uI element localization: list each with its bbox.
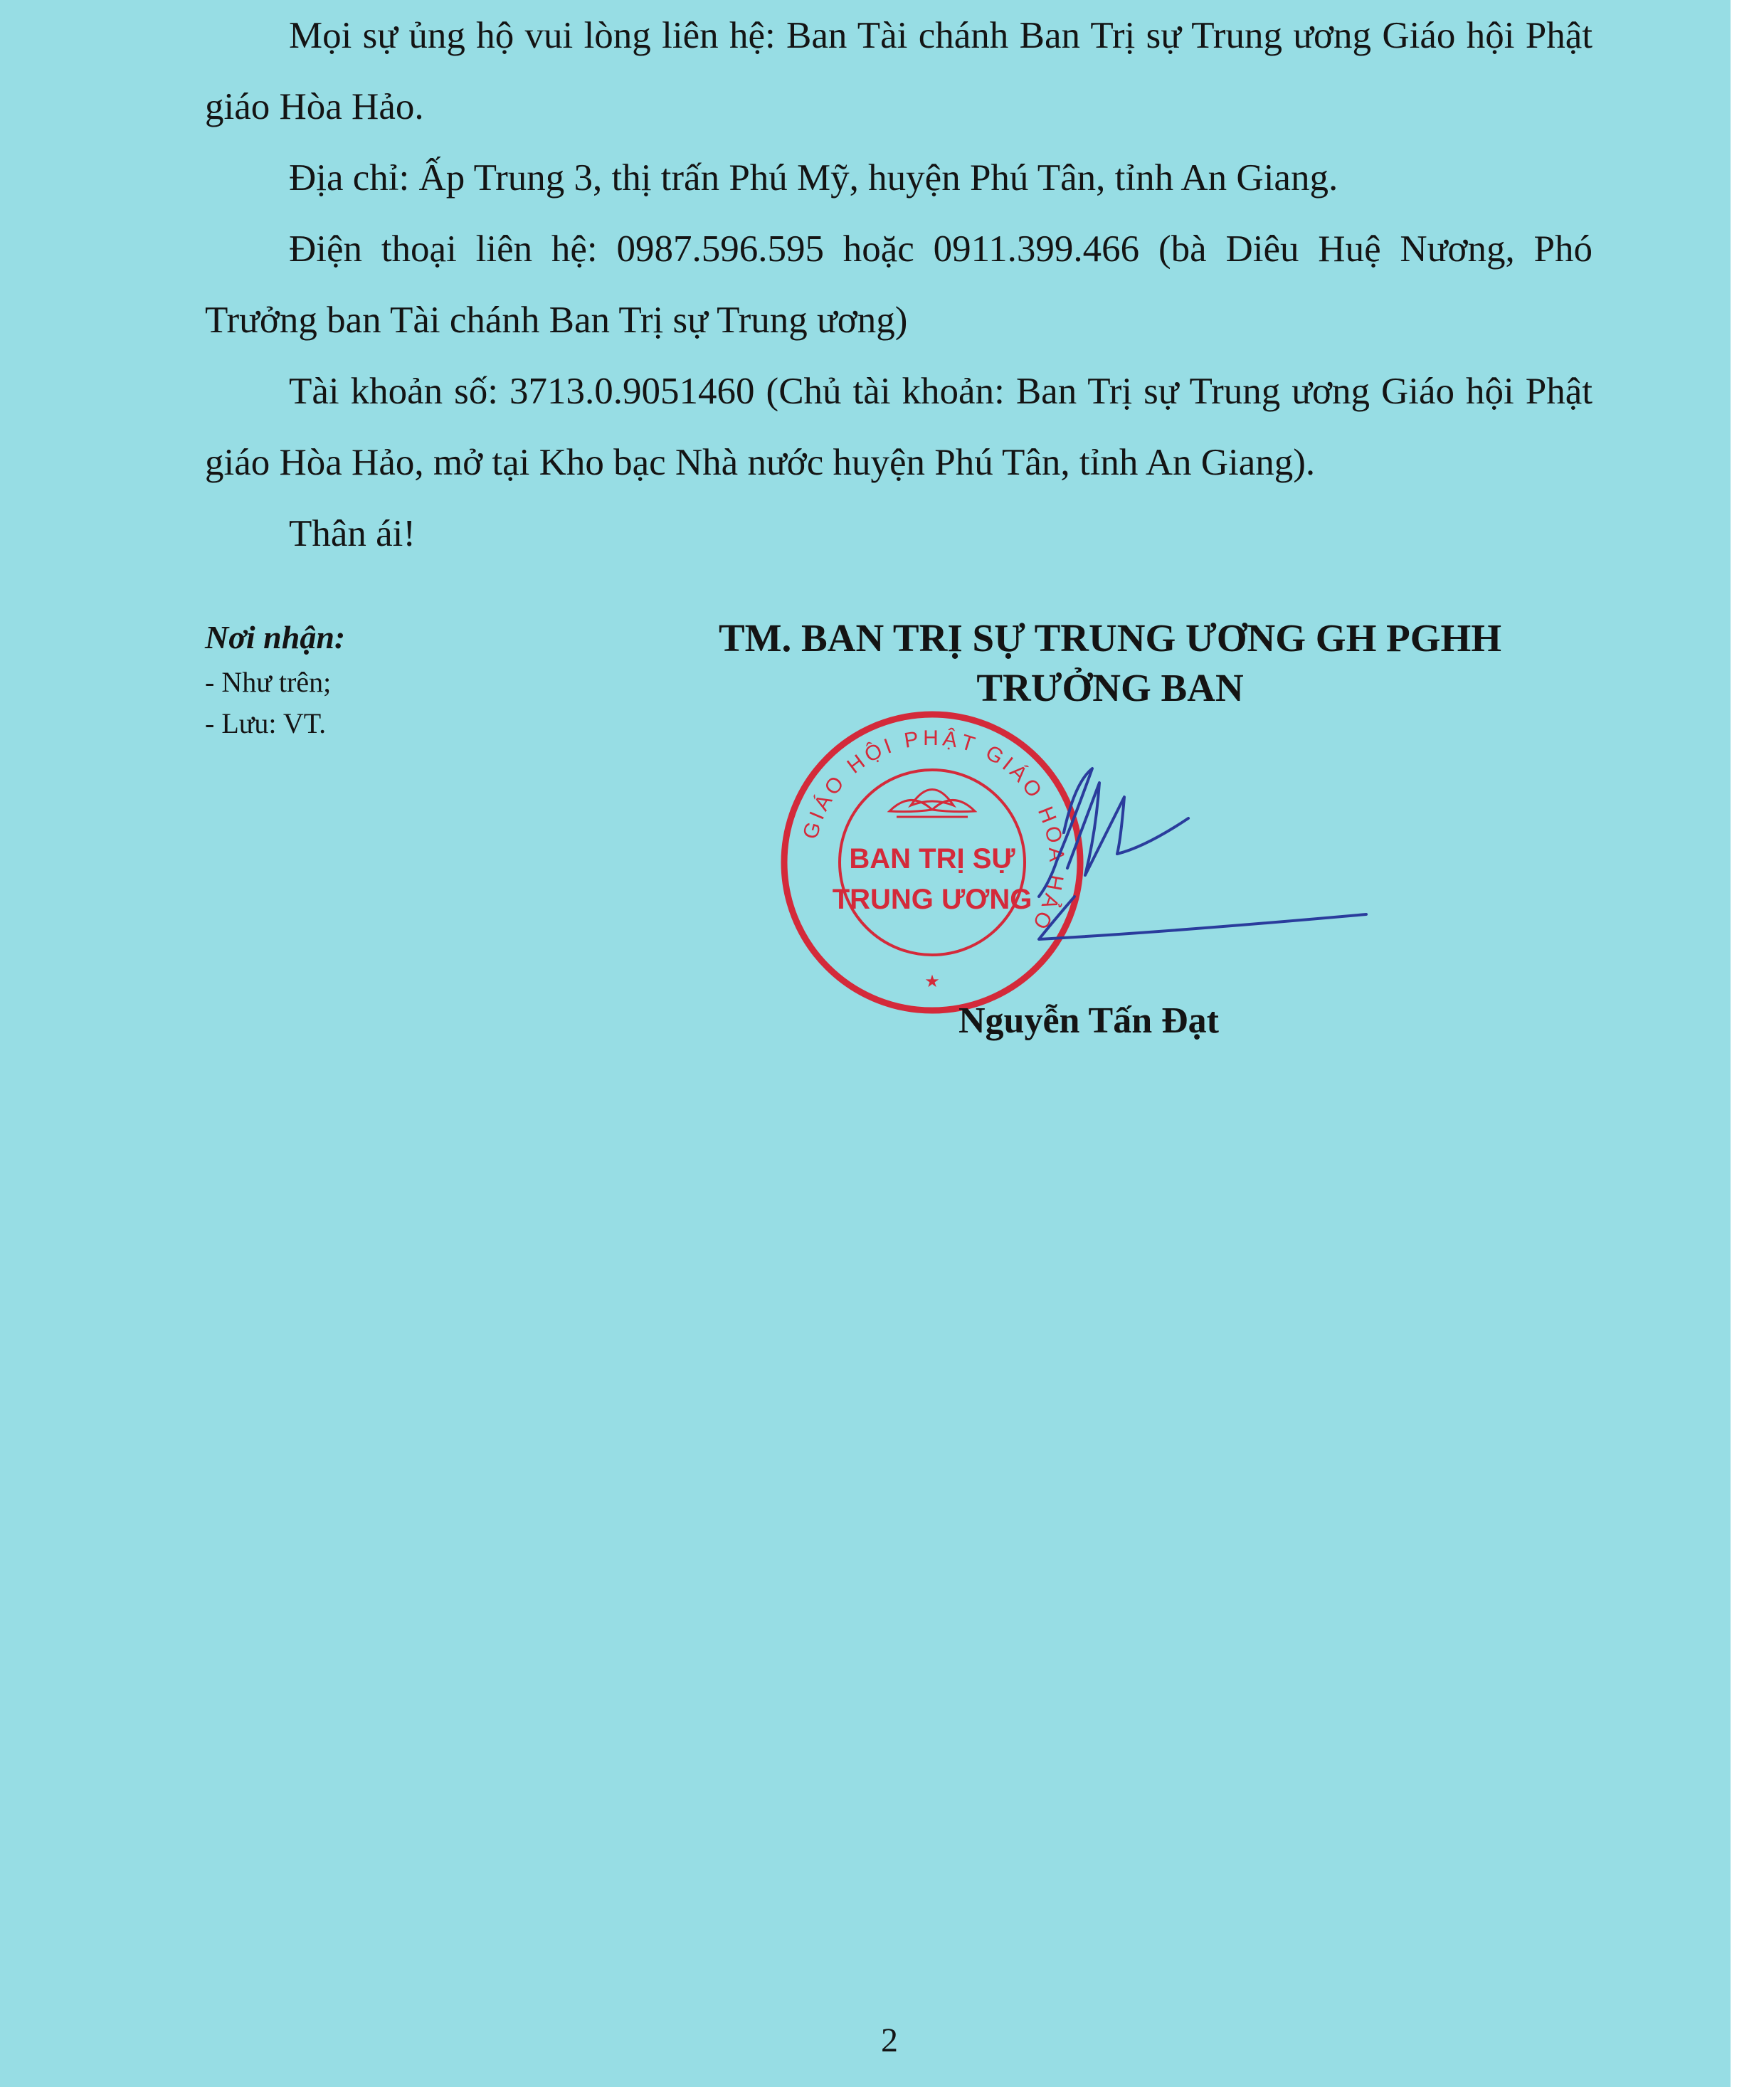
stamp-ring-text: GIÁO HỘI PHẬT GIÁO HÒA HẢO: [798, 726, 1069, 936]
paragraph-account: Tài khoản số: 3713.0.9051460 (Chủ tài khoản: Ban Trị sự Trung ương Giáo hội Phật giáo Hòa Hảo, mở tại Kho bạc Nhà nước huyện Phú Tân, tỉnh An Giang).: [205, 371, 1593, 483]
receivers-block: [205, 613, 345, 744]
signature-position: TRƯỞNG BAN: [976, 666, 1244, 709]
handwritten-signature: [1025, 754, 1380, 968]
lotus-icon: [889, 790, 975, 818]
page-number: 2: [881, 2022, 898, 2059]
signature-header: [640, 613, 1580, 713]
stamp-center-line-2: TRUNG ƯƠNG: [832, 884, 1032, 915]
paragraph-phone: Điện thoại liên hệ: 0987.596.595 hoặc 0911.399.466 (bà Diêu Huệ Nương, Phó Trưởng ban Tài chánh Ban Trị sự Trung ương): [205, 228, 1593, 341]
paragraph-closing: Thân ái!: [289, 513, 416, 554]
signature-org-line: TM. BAN TRỊ SỰ TRUNG ƯƠNG GH PGHH: [718, 616, 1502, 660]
receiver-item: - Lưu: VT.: [205, 707, 327, 739]
signature-stroke: [1039, 768, 1366, 939]
stamp-center-line-1: BAN TRỊ SỰ: [849, 843, 1015, 875]
signer-name: Nguyễn Tấn Đạt: [958, 1000, 1219, 1041]
paragraph-address: Địa chỉ: Ấp Trung 3, thị trấn Phú Mỹ, huyện Phú Tân, tỉnh An Giang.: [289, 157, 1338, 199]
receiver-item: - Như trên;: [205, 666, 332, 698]
star-icon: ★: [924, 973, 940, 991]
paragraph-contact-support: Mọi sự ủng hộ vui lòng liên hệ: Ban Tài chánh Ban Trị sự Trung ương Giáo hội Phật giáo Hòa Hảo.: [205, 15, 1593, 127]
receivers-title: Nơi nhận:: [205, 619, 346, 655]
